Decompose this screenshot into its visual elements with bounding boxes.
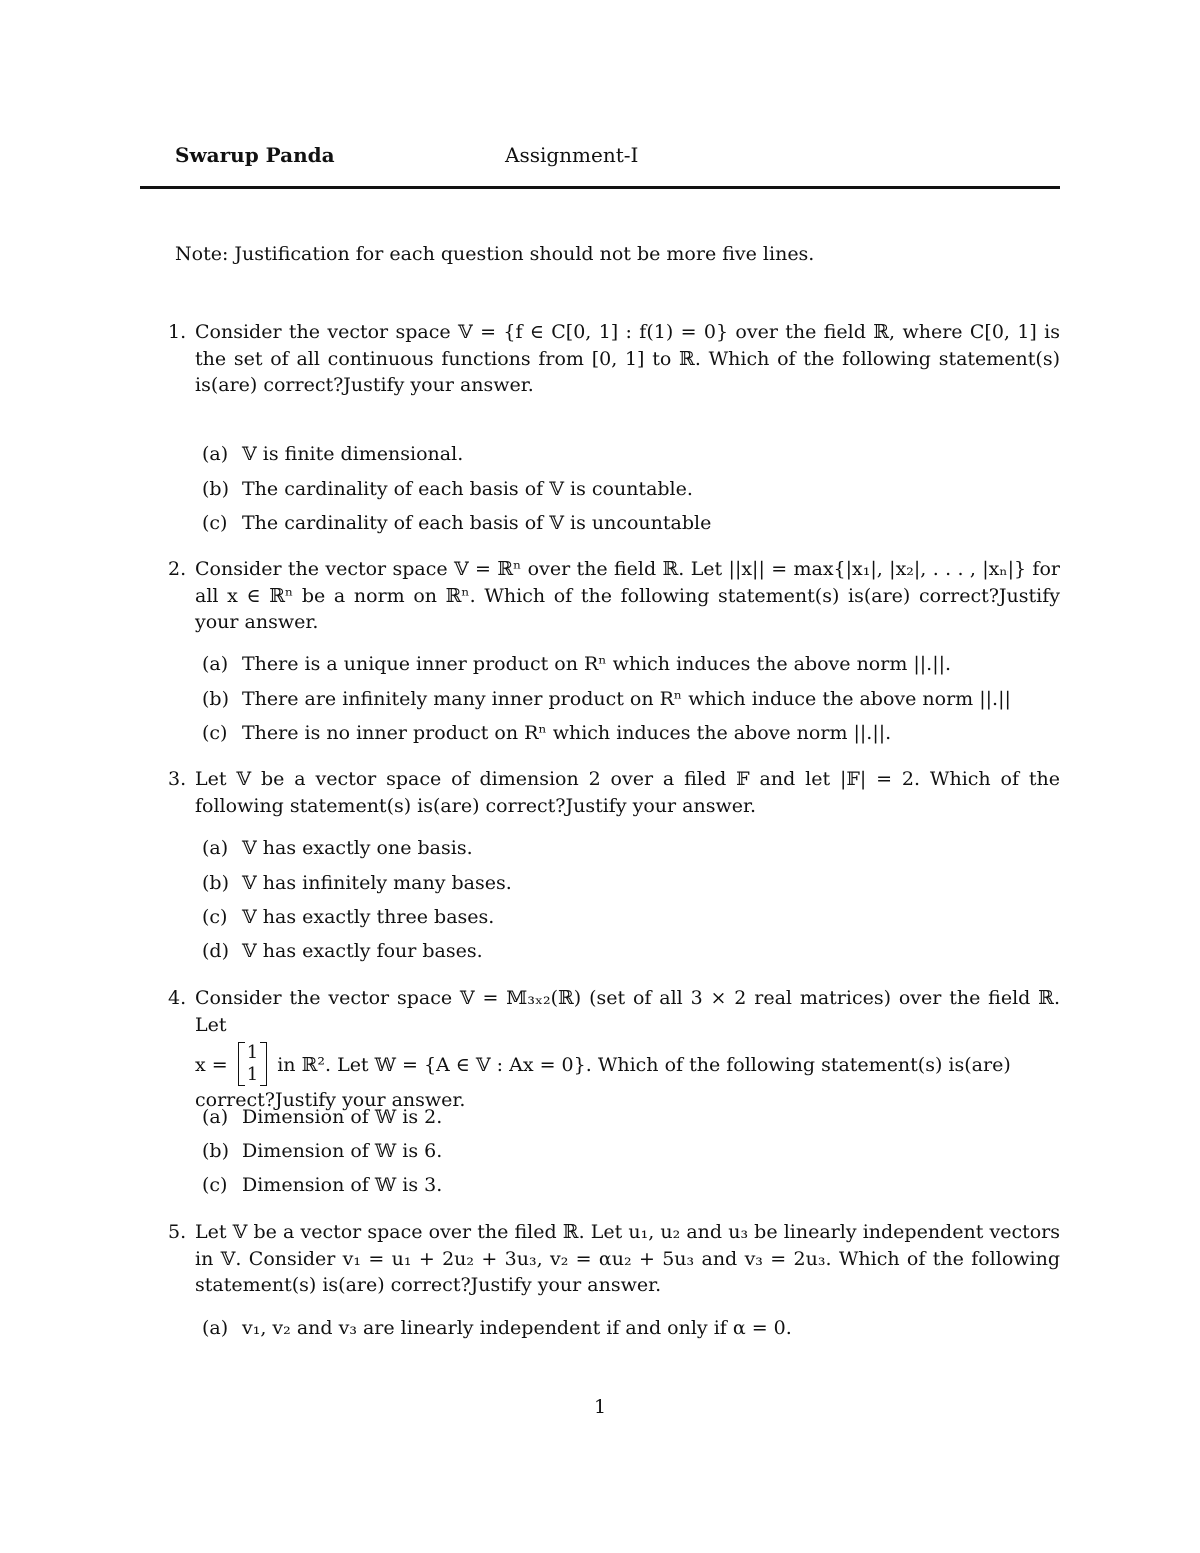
option-label: (c)	[202, 906, 228, 928]
option-label: (c)	[202, 512, 228, 534]
question-line: correct?Justify your answer.	[195, 1088, 466, 1111]
option	[202, 512, 711, 534]
option-text: v₁, v₂ and v₃ are linearly independent if and only if α = 0.	[242, 1317, 792, 1339]
option	[202, 478, 693, 500]
option	[202, 1317, 792, 1339]
author-name: Swarup Panda	[175, 143, 335, 167]
option-label: (c)	[202, 722, 228, 744]
assignment-title: Assignment-I	[505, 143, 639, 167]
note-text: Note: Justification for each question should not be more five lines.	[175, 243, 815, 265]
question-line: Consider the vector space 𝕍 = 𝕄₃ₓ₂(ℝ) (set of all 3 × 2 real matrices) over the field ℝ. Let	[195, 987, 1060, 1036]
option	[202, 722, 891, 744]
option-label: (a)	[202, 837, 229, 859]
column-vector	[238, 1042, 267, 1086]
question-1	[168, 319, 1060, 399]
option-label: (c)	[202, 1174, 228, 1196]
option-label: (a)	[202, 443, 229, 465]
question-text: Consider the vector space 𝕍 = {f ∈ C[0, 1] : f(1) = 0} over the field ℝ, where C[0, 1] is the set of all continuous functions from [0, 1] to ℝ. Which of the following statement(s) is(are) correct?Justify your answer.	[195, 321, 1060, 396]
option-label: (a)	[202, 653, 229, 675]
option-text: 𝕍 has exactly one basis.	[242, 837, 473, 859]
question-number: 1.	[168, 321, 187, 343]
option-label: (b)	[202, 1140, 229, 1162]
option-label: (b)	[202, 478, 229, 500]
option	[202, 688, 1011, 710]
option-text: 𝕍 has infinitely many bases.	[242, 872, 512, 894]
option-label: (a)	[202, 1106, 229, 1128]
right-bracket	[260, 1042, 267, 1086]
question-text: Let 𝕍 be a vector space over the filed ℝ. Let u₁, u₂ and u₃ be linearly independent vectors in 𝕍. Consider v₁ = u₁ + 2u₂ + 3u₃, v₂ = αu₂ + 5u₃ and v₃ = 2u₃. Which of the following statement(s) is(are) correct?Justify your answer.	[195, 1221, 1060, 1296]
option-label: (b)	[202, 872, 229, 894]
option	[202, 653, 951, 675]
option-text: 𝕍 has exactly four bases.	[242, 940, 483, 962]
option	[202, 1140, 442, 1162]
option	[202, 872, 512, 894]
option	[202, 837, 473, 859]
option-text: There are infinitely many inner product on Rⁿ which induce the above norm ||.||	[242, 688, 1011, 710]
left-bracket	[238, 1042, 245, 1086]
option-label: (a)	[202, 1317, 229, 1339]
page-number: 1	[593, 1396, 607, 1418]
question-text	[195, 985, 1060, 1113]
question-number: 5.	[168, 1221, 187, 1243]
header-rule	[140, 186, 1060, 189]
option	[202, 443, 463, 465]
question-line-rest: in ℝ². Let 𝕎 = {A ∈ 𝕍 : Ax = 0}. Which of the following statement(s) is(are)	[277, 1054, 1011, 1076]
x-prefix: x =	[195, 1054, 228, 1076]
question-number: 2.	[168, 558, 187, 580]
option-label: (b)	[202, 688, 229, 710]
question-number: 3.	[168, 768, 187, 790]
matrix-entry: 1	[246, 1064, 259, 1085]
option	[202, 1106, 442, 1128]
question-number: 4.	[168, 987, 187, 1009]
option	[202, 906, 494, 928]
matrix-entry: 1	[246, 1042, 259, 1063]
option-text: The cardinality of each basis of 𝕍 is countable.	[242, 478, 693, 500]
option-text: There is no inner product on Rⁿ which induces the above norm ||.||.	[242, 722, 892, 744]
question-4	[168, 985, 1060, 1113]
option	[202, 940, 483, 962]
question-5	[168, 1219, 1060, 1299]
question-text: Let 𝕍 be a vector space of dimension 2 over a filed 𝔽 and let |𝔽| = 2. Which of the following statement(s) is(are) correct?Justify your answer.	[195, 768, 1060, 817]
question-3	[168, 766, 1060, 819]
option-text: The cardinality of each basis of 𝕍 is uncountable	[242, 512, 712, 534]
option	[202, 1174, 442, 1196]
option-text: 𝕍 has exactly three bases.	[242, 906, 495, 928]
question-2	[168, 556, 1060, 636]
option-text: Dimension of 𝕎 is 3.	[242, 1174, 443, 1196]
option-label: (d)	[202, 940, 229, 962]
option-text: 𝕍 is finite dimensional.	[242, 443, 464, 465]
option-text: There is a unique inner product on Rⁿ which induces the above norm ||.||.	[242, 653, 952, 675]
question-text: Consider the vector space 𝕍 = ℝⁿ over the field ℝ. Let ||x|| = max{|x₁|, |x₂|, . . . , |xₙ|} for all x ∈ ℝⁿ be a norm on ℝⁿ. Which of the following statement(s) is(are) correct?Justify your answer.	[195, 558, 1060, 633]
question-line	[195, 1042, 1060, 1085]
option-text: Dimension of 𝕎 is 6.	[242, 1140, 443, 1162]
option-text: Dimension of 𝕎 is 2.	[242, 1106, 443, 1128]
page-header	[175, 143, 1060, 173]
